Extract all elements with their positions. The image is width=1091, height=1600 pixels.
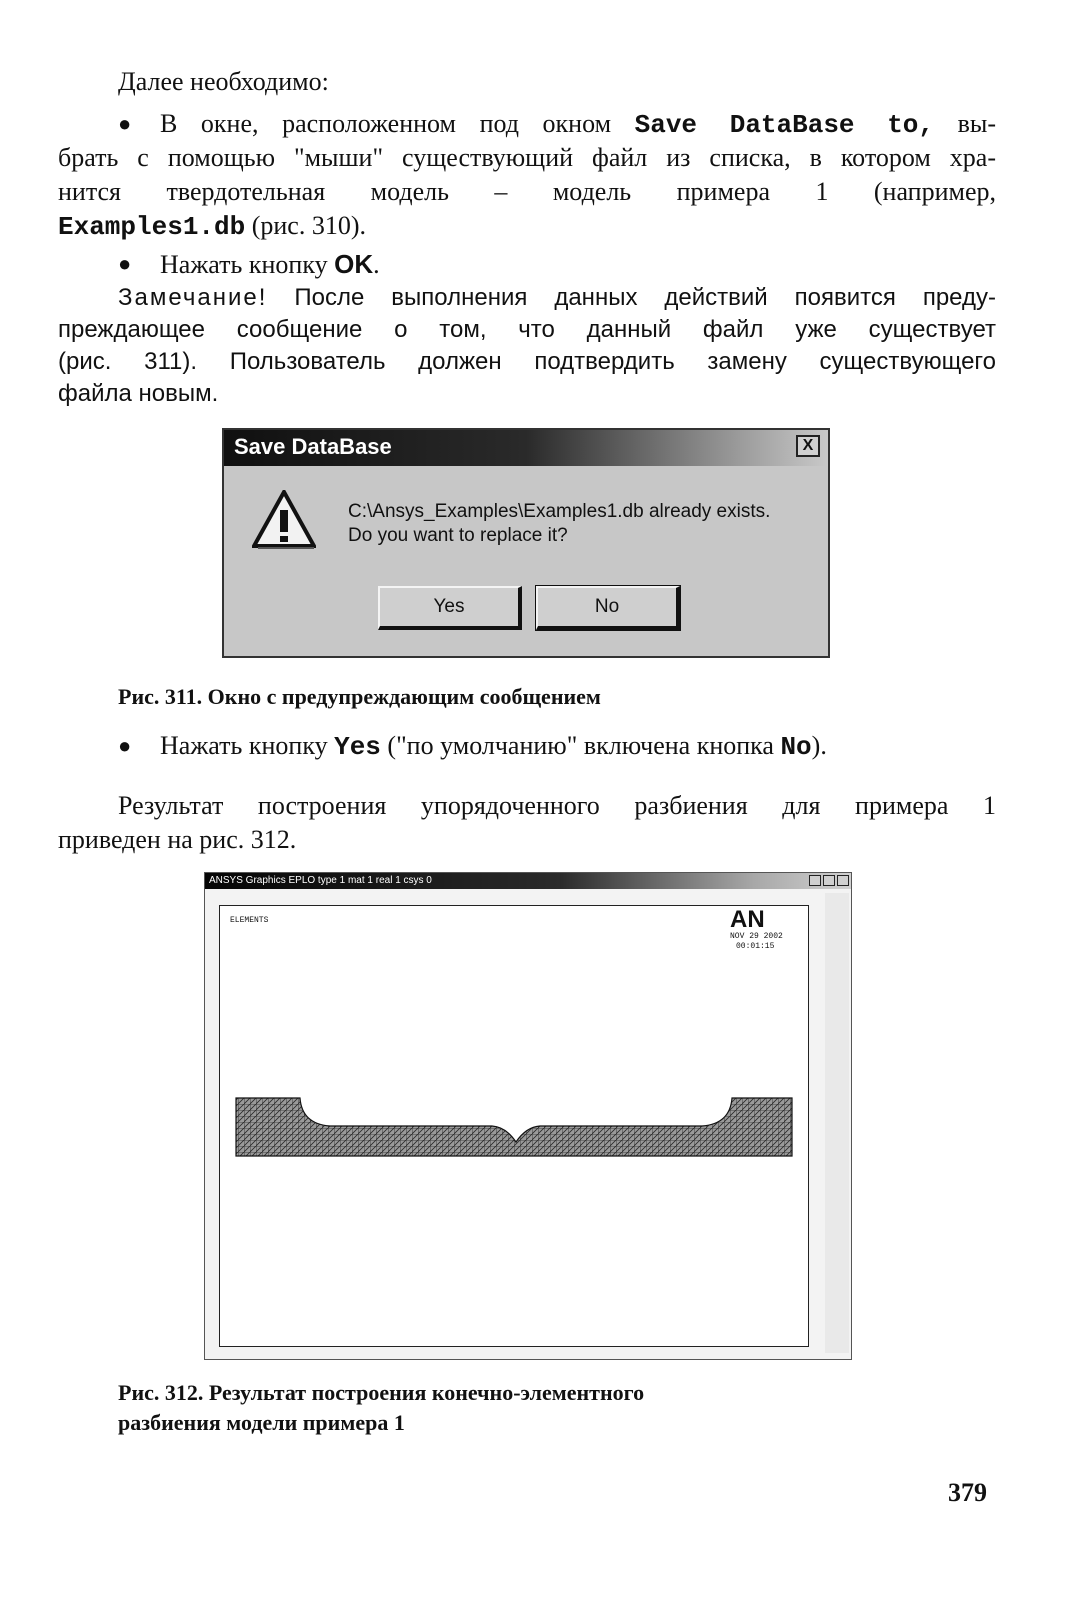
dialog-message-line-1: C:\Ansys_Examples\Examples1.db already exists. <box>348 501 771 522</box>
ansys-graphics-canvas <box>219 905 809 1347</box>
bullet-2-dot: . <box>373 250 380 279</box>
bullet-1-line-4 <box>58 210 366 243</box>
dialog-title-bar <box>224 430 828 466</box>
dialog-title: Save DataBase <box>234 434 392 459</box>
note-line-2: преждающее сообщение о том, что данный файл уже существует <box>58 316 996 343</box>
bullet-3-text-b: ("по умолчанию" включена кнопка <box>387 731 774 760</box>
close-icon[interactable]: X <box>796 435 820 457</box>
figure-312-caption-line-2: разбиения модели примера 1 <box>118 1410 405 1435</box>
note-line-4: файла новым. <box>58 380 219 407</box>
mesh-plot <box>220 906 808 1346</box>
dialog-message <box>348 500 770 548</box>
bullet-2-ok: OK <box>334 249 374 279</box>
result-line-1: Результат построения упорядоченного разбиения для примера 1 <box>118 791 996 820</box>
bullet-3-text-c: ). <box>811 731 827 760</box>
bullet-1-text-a: В окне, расположенном под окном <box>160 109 612 138</box>
bullet-1-marker: ● <box>118 111 132 136</box>
intro-text: Далее необходимо: <box>118 67 329 96</box>
bullet-1-code-save: Save DataBase to, <box>634 110 935 140</box>
figure-312-caption-line-1: Рис. 312. Результат построения конечно-элементного <box>118 1380 645 1405</box>
bullet-1-line-3: нится твердотельная модель – модель примера 1 (например, <box>58 177 996 206</box>
bullet-1-code-file: Examples1.db <box>58 212 246 242</box>
figure-311-caption: Рис. 311. Окно с предупреждающим сообщением <box>118 684 601 709</box>
minimize-icon[interactable] <box>809 875 821 886</box>
finite-element-mesh <box>236 1098 792 1156</box>
bullet-3-no: No <box>780 732 812 762</box>
close-icon[interactable] <box>837 875 849 886</box>
bullet-1-line-1 <box>160 108 996 141</box>
note-line-3: (рис. 311). Пользователь должен подтвердить замену существующего <box>58 348 996 375</box>
save-database-dialog <box>222 428 830 658</box>
no-button[interactable]: No <box>536 586 680 630</box>
bullet-2-text: Нажать кнопку <box>160 250 328 279</box>
result-line-2: приведен на рис. 312. <box>58 825 297 854</box>
ansys-graphics-window <box>204 872 852 1360</box>
yes-button[interactable]: Yes <box>378 586 522 630</box>
bullet-3-marker: ● <box>118 733 132 758</box>
ansys-title-bar <box>205 873 851 889</box>
ansys-time: 00:01:15 <box>736 942 775 951</box>
ansys-logo: AN <box>730 906 765 933</box>
bullet-3-line <box>160 730 827 763</box>
note-label: Замечание! <box>118 284 268 311</box>
ansys-date: NOV 29 2002 <box>730 932 783 941</box>
note-line-1 <box>118 282 996 314</box>
warning-icon <box>252 490 316 550</box>
bullet-3-yes: Yes <box>334 732 381 762</box>
dialog-message-line-2: Do you want to replace it? <box>348 525 568 546</box>
elements-label: ELEMENTS <box>230 916 269 925</box>
bullet-2-marker: ● <box>118 251 132 276</box>
bullet-1-text-c: (рис. 310). <box>251 211 367 240</box>
note-text-1: После выполнения данных действий появится преду- <box>294 284 996 311</box>
bullet-1-line-2: брать с помощью "мыши" существующий файл из списка, в котором хра- <box>58 143 996 172</box>
bullet-1-text-b: вы- <box>957 109 996 138</box>
ansys-title: ANSYS Graphics EPLO type 1 mat 1 real 1 csys 0 <box>209 875 432 886</box>
page-number: 379 <box>948 1478 987 1507</box>
ansys-side-strip <box>825 893 849 1353</box>
bullet-3-text-a: Нажать кнопку <box>160 731 328 760</box>
bullet-2-line <box>160 248 380 281</box>
maximize-icon[interactable] <box>823 875 835 886</box>
